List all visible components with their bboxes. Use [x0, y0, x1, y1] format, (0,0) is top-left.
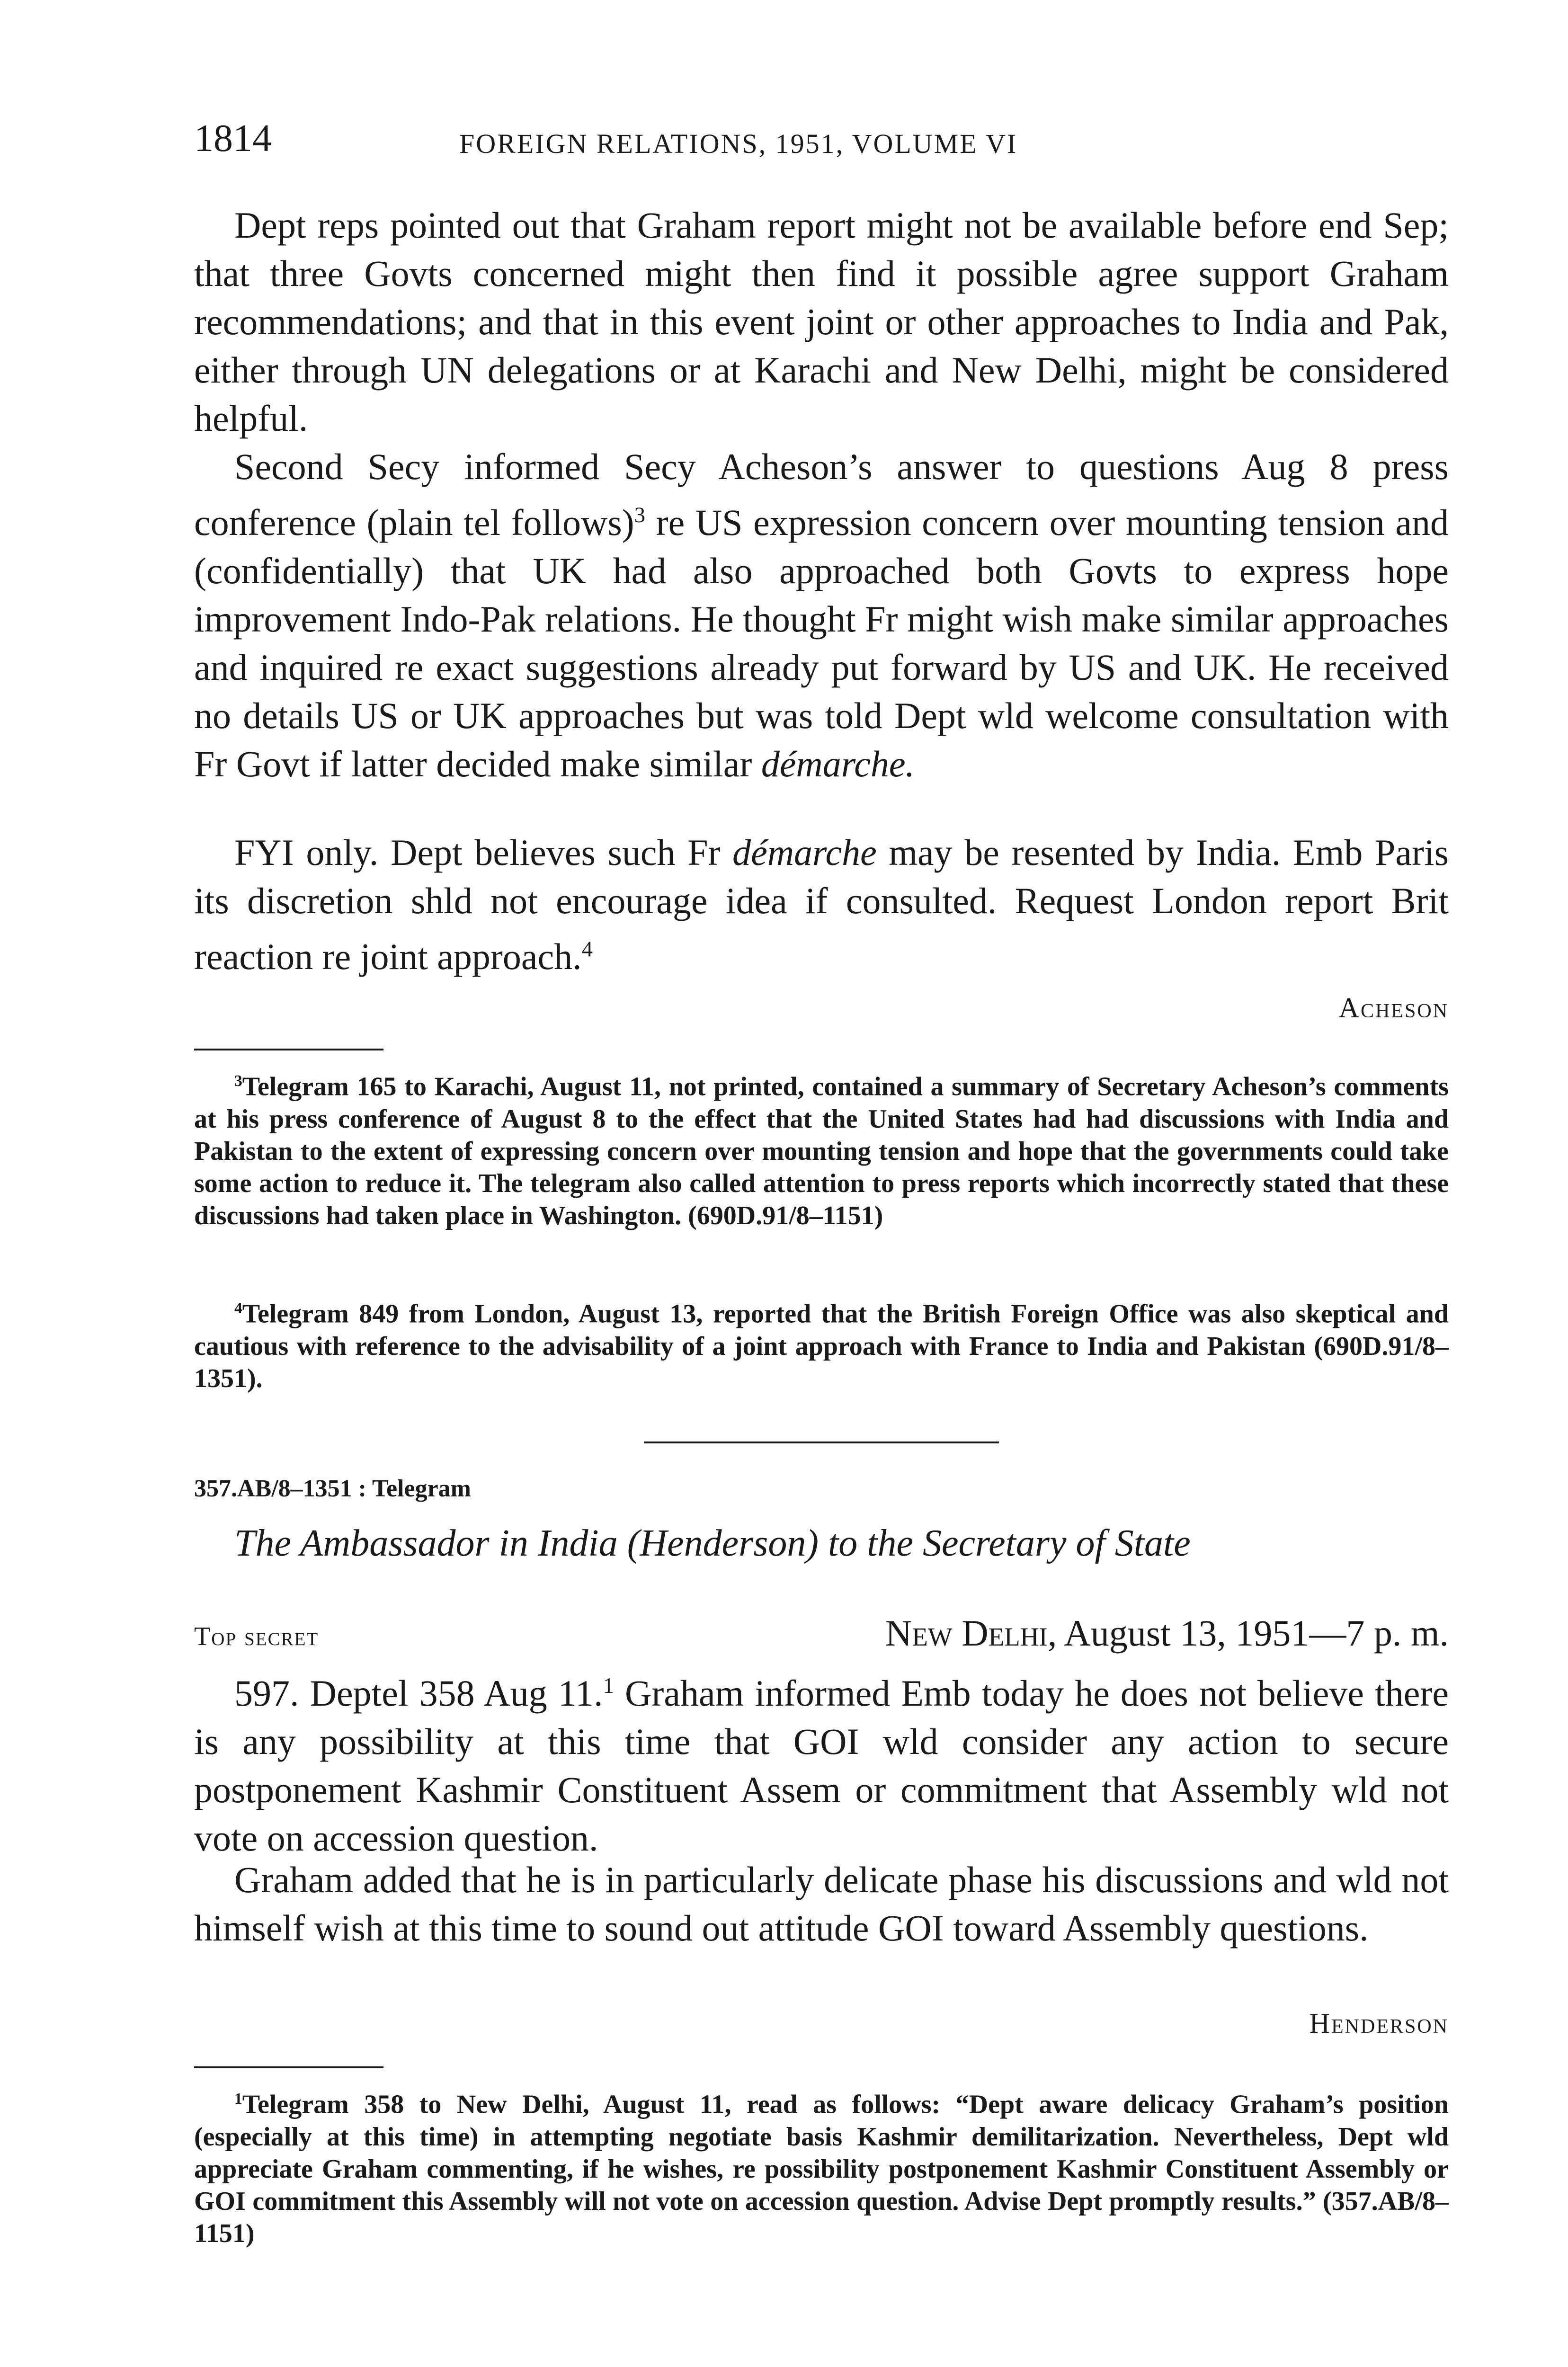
page-number: 1814 [194, 116, 272, 160]
footnote-ref-4: 4 [581, 937, 593, 961]
footnote-ref-3: 3 [634, 503, 646, 527]
footnote-3: $^3$Telegram 165 to Karachi, August 11, not printed, contained a summary of Secretary Acheson’s comments at his press conference of August 8 to the effect that the United States had had discussions with India and Pakistan to the extent of expressing concern over mounting tension and hope that the governments could take some action to reduce it. The telegram also called attention to press reports which incorrectly stated that these discussions had taken place in Washington. (690D.91/8–1151) [194, 1072, 1449, 1230]
doc2-paragraph-2: Graham added that he is in particularly delicate phase his discussions and wld not himself wish at this time to sound out attitude GOI toward Assembly questions. [194, 1859, 1449, 1949]
footnote-1: $^1$Telegram 358 to New Delhi, August 11, read as follows: “Dept aware delicacy Graham’s position (especially at this time) in attempting negotiate basis Kashmir demilitarization. Nevertheless, Dept wld appreciate Graham commenting, if he wishes, re possibility postponement Kashmir Constituent Assembly or GOI commitment this Assembly will not vote on accession question. Advise Dept promptly results.” (357.AB/8–1151) [194, 2090, 1449, 2248]
footnote-rule-2 [194, 2066, 383, 2068]
classification-marking: Top secret [194, 1622, 319, 1651]
doc1-paragraph-2: Second Secy informed Secy Acheson’s answer to questions Aug 8 press conference (plain tel follows)$^3$ re US expression concern over mounting tension and (confidentially) that UK had also approached both Govts to express hope improvement Indo-Pak relations. He thought Fr might wish make similar approaches and inquired re exact suggestions already put forward by US and UK. He received no details US or UK approaches but was told Dept wld welcome consultation with Fr Govt if latter decided make similar démarche. [194, 446, 1449, 784]
section-divider [644, 1442, 999, 1443]
footnote-rule-1 [194, 1049, 383, 1050]
dateline: New Delhi, August 13, 1951—7 p. m. [885, 1612, 1449, 1654]
file-reference: 357.AB/8–1351 : Telegram [194, 1475, 471, 1502]
footnote-4: $^4$Telegram 849 from London, August 13, reported that the British Foreign Office was also skeptical and cautious with reference to the advisability of a joint approach with France to India and Pakistan (690D.91/8–1351). [194, 1299, 1449, 1393]
doc1-paragraph-3: FYI only. Dept believes such Fr démarche may be resented by India. Emb Paris its discretion shld not encourage idea if consulted. Request London report Brit reaction re joint approach.$^4$ [194, 832, 1449, 977]
doc2-paragraph-1: 597. Deptel 358 Aug 11.$^1$ Graham informed Emb today he does not believe there is any possibility at this time that GOI wld consider any action to secure postponement Kashmir Constituent Assem or commitment that Assembly wld not vote on accession question. [194, 1673, 1449, 1859]
running-head: FOREIGN RELATIONS, 1951, VOLUME VI [459, 128, 1018, 159]
document-title: The Ambassador in India (Henderson) to the Secretary of State [234, 1522, 1191, 1564]
footnote-ref-1: 1 [603, 1673, 614, 1698]
signature-henderson: Henderson [1309, 2008, 1449, 2039]
page-header [194, 116, 1449, 163]
doc1-paragraph-1: Dept reps pointed out that Graham report might not be available before end Sep; that three Govts concerned might then find it possible agree support Graham recommendations; and that in this event joint or other approaches to India and Pak, either through UN delegations or at Karachi and New Delhi, might be considered helpful. [194, 205, 1449, 439]
signature-acheson: Acheson [1338, 992, 1449, 1023]
